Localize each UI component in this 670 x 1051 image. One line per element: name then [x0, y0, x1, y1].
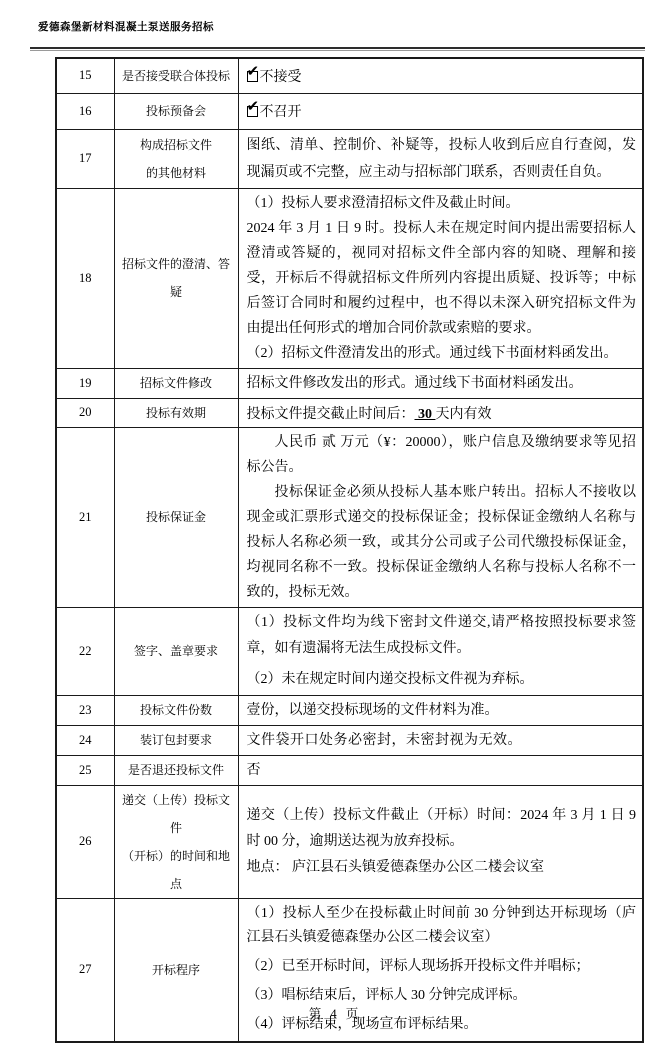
row-content: 投标文件提交截止时间后： 30 天内有效	[238, 398, 643, 427]
checkbox-label: 不接受	[259, 69, 302, 85]
row-number: 15	[56, 58, 114, 93]
document-title: 爱德森堡新材料混凝土泵送服务招标	[38, 22, 214, 33]
row-content	[238, 58, 643, 93]
table-row	[56, 58, 643, 93]
table-row	[56, 427, 643, 607]
row-number: 27	[56, 898, 114, 1042]
row-content: 壹份，以递交投标现场的文件材料为准。	[238, 695, 643, 725]
table-row	[56, 398, 643, 427]
row-content: 招标文件修改发出的形式。通过线下书面材料函发出。	[238, 368, 643, 398]
row-label: 投标预备会	[114, 93, 238, 129]
row-number: 20	[56, 398, 114, 427]
checkbox-label: 不召开	[259, 105, 302, 120]
row-content: 文件袋开口处务必密封，未密封视为无效。	[238, 725, 643, 755]
row-content	[238, 93, 643, 129]
table-row	[56, 785, 643, 898]
row-number: 21	[56, 427, 114, 607]
table-row	[56, 695, 643, 725]
row-label: 投标文件份数	[114, 695, 238, 725]
row-content: （1）投标人至少在投标截止时间前 30 分钟到达开标现场（庐江县石头镇爱德森堡办公区二楼会议室） （2）已至开标时间，评标人现场拆开投标文件并唱标； （3）唱标结束后，评标人 30 分钟完成评标。 （4）评标结束，现场宣布评标结果。	[238, 898, 643, 1042]
row-label: 招标文件修改	[114, 368, 238, 398]
table-row	[56, 368, 643, 398]
row-label: 招标文件的澄清、答疑	[114, 188, 238, 368]
row-number: 24	[56, 725, 114, 755]
row-number: 19	[56, 368, 114, 398]
row-number: 18	[56, 188, 114, 368]
row-number: 17	[56, 129, 114, 188]
table-row	[56, 607, 643, 695]
page-number-footer: 第 4 页	[308, 1007, 362, 1021]
row-label: 开标程序	[114, 898, 238, 1042]
row-number: 22	[56, 607, 114, 695]
row-label: 装订包封要求	[114, 725, 238, 755]
row-label: 是否接受联合体投标	[114, 58, 238, 93]
header-divider-rule	[30, 47, 645, 51]
row-number: 23	[56, 695, 114, 725]
row-content: 人民币 贰 万元（¥：20000），账户信息及缴纳要求等见招标公告。 投标保证金必须从投标人基本账户转出。招标人不接收以现金或汇票形式递交的投标保证金；投标保证金缴纳人名称与投标人名称必须一致，或其分公司或子公司代缴投标保证金，均视同名称不一致。投标保证金缴纳人名称与投标人名称不一致的，投标无效。	[238, 427, 643, 607]
row-content: 递交（上传）投标文件截止（开标）时间：2024 年 3 月 1 日 9 时 00 分，逾期送达视为放弃投标。 地点： 庐江县石头镇爱德森堡办公区二楼会议室	[238, 785, 643, 898]
row-number: 16	[56, 93, 114, 129]
row-number: 26	[56, 785, 114, 898]
table-row	[56, 129, 643, 188]
row-content: （1）投标人要求澄清招标文件及截止时间。 2024 年 3 月 1 日 9 时。投标人未在规定时间内提出需要招标人澄清或答疑的，视同对招标文件全部内容的知晓、理解和接受，开标后不得就招标文件所列内容提出质疑、投诉等；中标后签订合同时和履约过程中，也不得以未深入研究招标文件为由提出任何形式的增加合同价款或索赔的要求。 （2）招标文件澄清发出的形式。通过线下书面材料函发出。	[238, 188, 643, 368]
row-label: 签字、盖章要求	[114, 607, 238, 695]
table-row	[56, 188, 643, 368]
row-label: 递交（上传）投标文件 （开标）的时间和地点	[114, 785, 238, 898]
table-row	[56, 755, 643, 785]
checkbox-checked-icon: ✔	[246, 61, 260, 80]
row-content: 否	[238, 755, 643, 785]
table-row	[56, 93, 643, 129]
validity-days-value: 30	[414, 406, 436, 422]
row-label: 投标有效期	[114, 398, 238, 427]
row-content: （1）投标文件均为线下密封文件递交,请严格按照投标要求签章，如有遗漏将无法生成投标文件。 （2）未在规定时间内递交投标文件视为弃标。	[238, 607, 643, 695]
row-label: 是否退还投标文件	[114, 755, 238, 785]
checkbox-checked-icon: ✔	[246, 97, 260, 115]
bid-conditions-table	[55, 57, 644, 1043]
row-label: 构成招标文件 的其他材料	[114, 129, 238, 188]
row-label: 投标保证金	[114, 427, 238, 607]
table-row	[56, 725, 643, 755]
row-content: 图纸、清单、控制价、补疑等，投标人收到后应自行查阅，发现漏页或不完整，应主动与招标部门联系，否则责任自负。	[238, 129, 643, 188]
row-number: 25	[56, 755, 114, 785]
